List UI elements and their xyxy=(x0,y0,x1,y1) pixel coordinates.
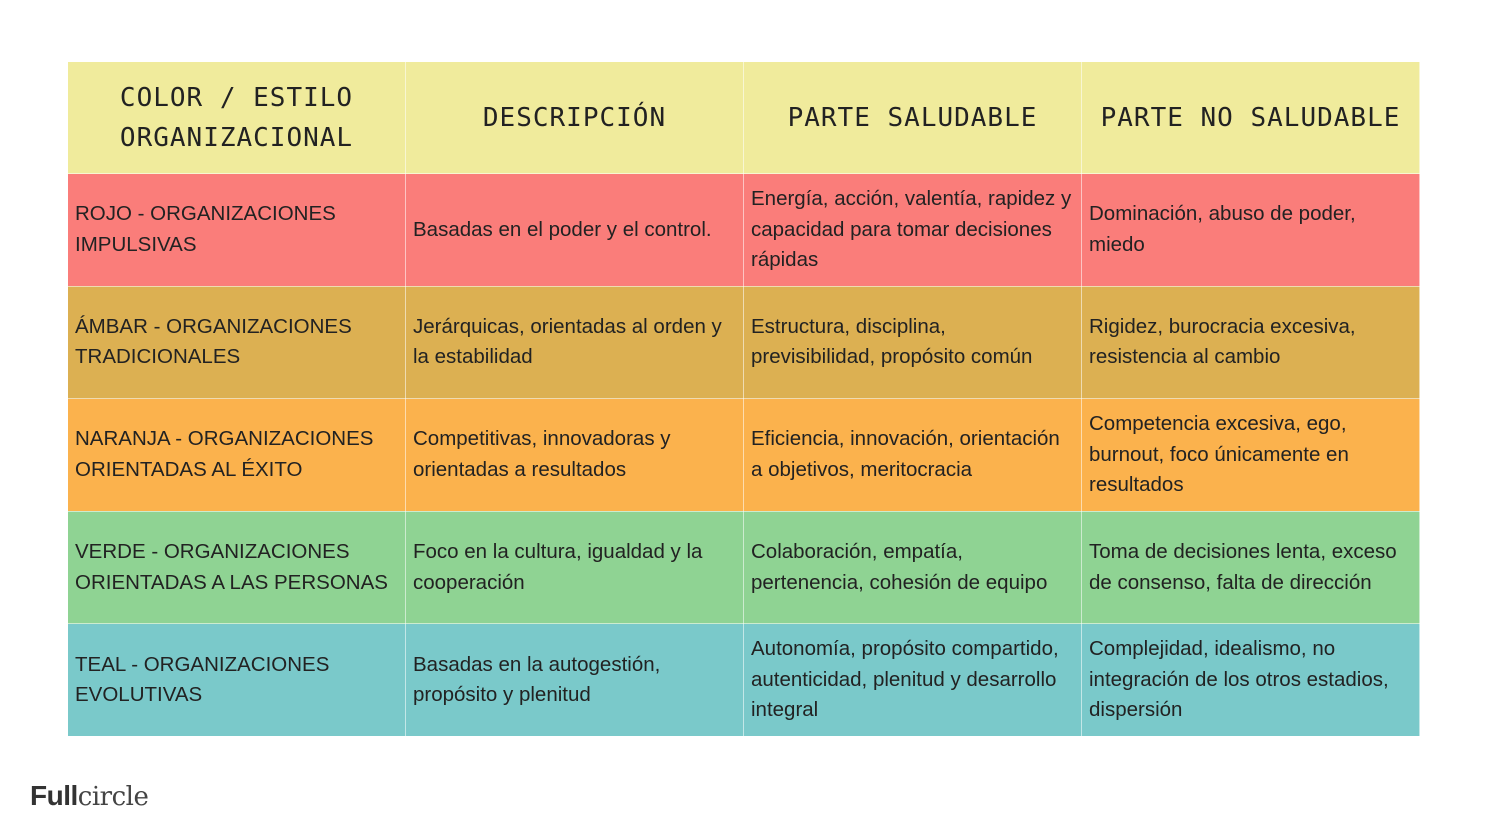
table-row-rojo xyxy=(68,174,1420,287)
cell-description: Basadas en el poder y el control. xyxy=(406,174,744,287)
header-description: DESCRIPCIÓN xyxy=(406,62,744,174)
cell-healthy: Estructura, disciplina, previsibilidad, propósito común xyxy=(744,286,1082,399)
cell-healthy: Autonomía, propósito compartido, autenticidad, plenitud y desarrollo integral xyxy=(744,624,1082,737)
table-body xyxy=(68,174,1420,737)
header-healthy-part: PARTE SALUDABLE xyxy=(744,62,1082,174)
cell-style: ÁMBAR - ORGANIZACIONES TRADICIONALES xyxy=(68,286,406,399)
cell-style: VERDE - ORGANIZACIONES ORIENTADAS A LAS PERSONAS xyxy=(68,511,406,624)
cell-description: Jerárquicas, orientadas al orden y la estabilidad xyxy=(406,286,744,399)
table-row-verde xyxy=(68,511,1420,624)
table-header xyxy=(68,62,1420,174)
cell-description: Competitivas, innovadoras y orientadas a resultados xyxy=(406,399,744,512)
organizational-styles-table xyxy=(67,61,1420,737)
logo-part-full: Full xyxy=(30,780,78,811)
cell-healthy: Colaboración, empatía, pertenencia, cohesión de equipo xyxy=(744,511,1082,624)
logo-part-circle: circle xyxy=(77,782,149,812)
cell-unhealthy: Dominación, abuso de poder, miedo xyxy=(1082,174,1420,287)
header-unhealthy-part: PARTE NO SALUDABLE xyxy=(1082,62,1420,174)
cell-healthy: Eficiencia, innovación, orientación a objetivos, meritocracia xyxy=(744,399,1082,512)
header-color-style: COLOR / ESTILO ORGANIZACIONAL xyxy=(68,62,406,174)
cell-unhealthy: Complejidad, idealismo, no integración de los otros estadios, dispersión xyxy=(1082,624,1420,737)
cell-unhealthy: Competencia excesiva, ego, burnout, foco únicamente en resultados xyxy=(1082,399,1420,512)
cell-description: Basadas en la autogestión, propósito y plenitud xyxy=(406,624,744,737)
table-row-teal xyxy=(68,624,1420,737)
cell-style: TEAL - ORGANIZACIONES EVOLUTIVAS xyxy=(68,624,406,737)
cell-description: Foco en la cultura, igualdad y la cooperación xyxy=(406,511,744,624)
header-row xyxy=(68,62,1420,174)
cell-style: ROJO - ORGANIZACIONES IMPULSIVAS xyxy=(68,174,406,287)
cell-style: NARANJA - ORGANIZACIONES ORIENTADAS AL ÉXITO xyxy=(68,399,406,512)
cell-healthy: Energía, acción, valentía, rapidez y capacidad para tomar decisiones rápidas xyxy=(744,174,1082,287)
cell-unhealthy: Toma de decisiones lenta, exceso de consenso, falta de dirección xyxy=(1082,511,1420,624)
table-row-naranja xyxy=(68,399,1420,512)
cell-unhealthy: Rigidez, burocracia excesiva, resistencia al cambio xyxy=(1082,286,1420,399)
fullcircle-logo xyxy=(30,780,148,812)
table-row-ambar xyxy=(68,286,1420,399)
